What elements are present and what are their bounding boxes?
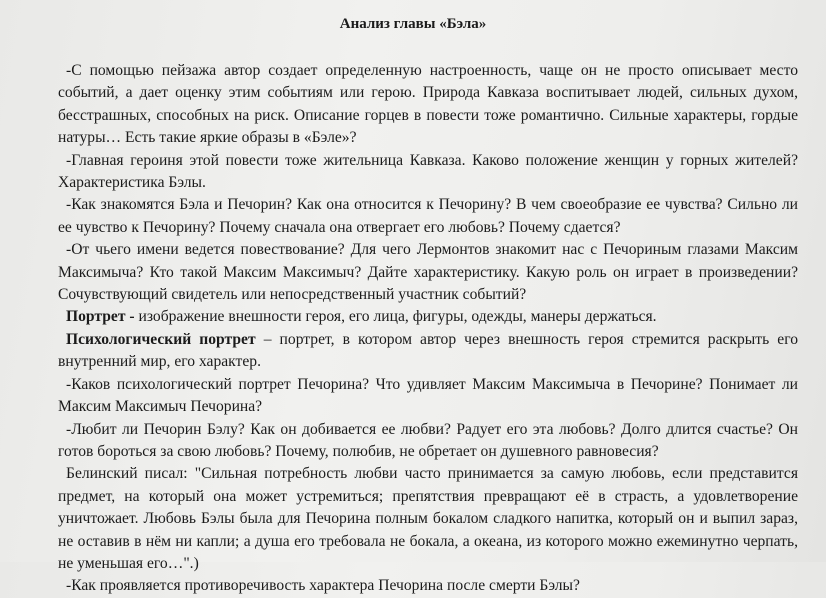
paragraph-love-questions: -Любит ли Печорин Бэлу? Как он добивается ее любви? Радует его эта любовь? Долго длится счастье? Он готов бороться за свою любовь? Почему, полюбив, не обретает он душевного равновесия? — [58, 420, 798, 460]
paragraph-narrator: -От чьего имени ведется повествование? Для чего Лермонтов знакомит нас с Печориным глазами Максим Максимыча? Кто такой Максим Максимыч? Дайте характеристику. Какую роль он играет в произведении? Сочувствующий свидетель или непосредственный участник событий? — [58, 241, 798, 304]
psych-portrait-term: Психологический портрет — [66, 330, 256, 348]
paragraph-landscape: -С помощью пейзажа автор создает определенную настроенность, чаще он не просто описывает место событий, а дает оценку этим событиям или герою. Природа Кавказа воспитывает людей, сильных духом, бесстрашных, способных на риск. Описание горцев в повести тоже романтично. Сильные характеры, гордые натуры… Есть такие яркие образы в «Бэле»? — [58, 62, 798, 147]
paragraph-contradiction: -Как проявляется противоречивость характера Печорина после смерти Бэлы? — [66, 577, 580, 595]
paragraph-acquaintance: -Как знакомятся Бэла и Печорин? Как она относится к Печорину? В чем своеобразие ее чувства? Сильно ли ее чувство к Печорину? Почему сначала она отвергает его любовь? Почему сдается? — [58, 196, 798, 236]
document-body — [58, 60, 798, 598]
document-title: Анализ главы «Бэла» — [339, 16, 487, 32]
paragraph-heroine: -Главная героиня этой повести тоже жительница Кавказа. Каково положение женщин у горных жителей? Характеристика Бэлы. — [58, 151, 798, 192]
portrait-definition: изображение внешности героя, его лица, фигуры, одежды, манеры держаться. — [134, 308, 657, 326]
paragraph-portrait-definition — [58, 306, 798, 328]
psych-portrait-definition: – портрет, в котором автор через внешность героя стремится раскрыть его внутренний мир, его характер. — [58, 330, 798, 371]
paragraph-psych-portrait-questions: -Каков психологический портрет Печорина? Что удивляет Максим Максимыча в Печорине? Понимает ли Максим Максимыч Печорина? — [58, 375, 798, 416]
paragraph-psych-portrait-definition — [58, 329, 798, 374]
paragraph-belinsky-quote: Белинский писал: "Сильная потребность любви часто принимается за самую любовь, если представится предмет, на который она может устремиться; препятствия превращают её в страсть, а удовлетворение уничтожает. Любовь Бэлы была для Печорина полным бокалом сладкого напитка, который он и выпил зараз, не оставив в нём ни капли; а душа его требовала не бокала, а океана, из которого можно ежеминутно черпать, не уменьшая его…".) — [58, 465, 798, 572]
portrait-term: Портрет - — [66, 308, 135, 326]
